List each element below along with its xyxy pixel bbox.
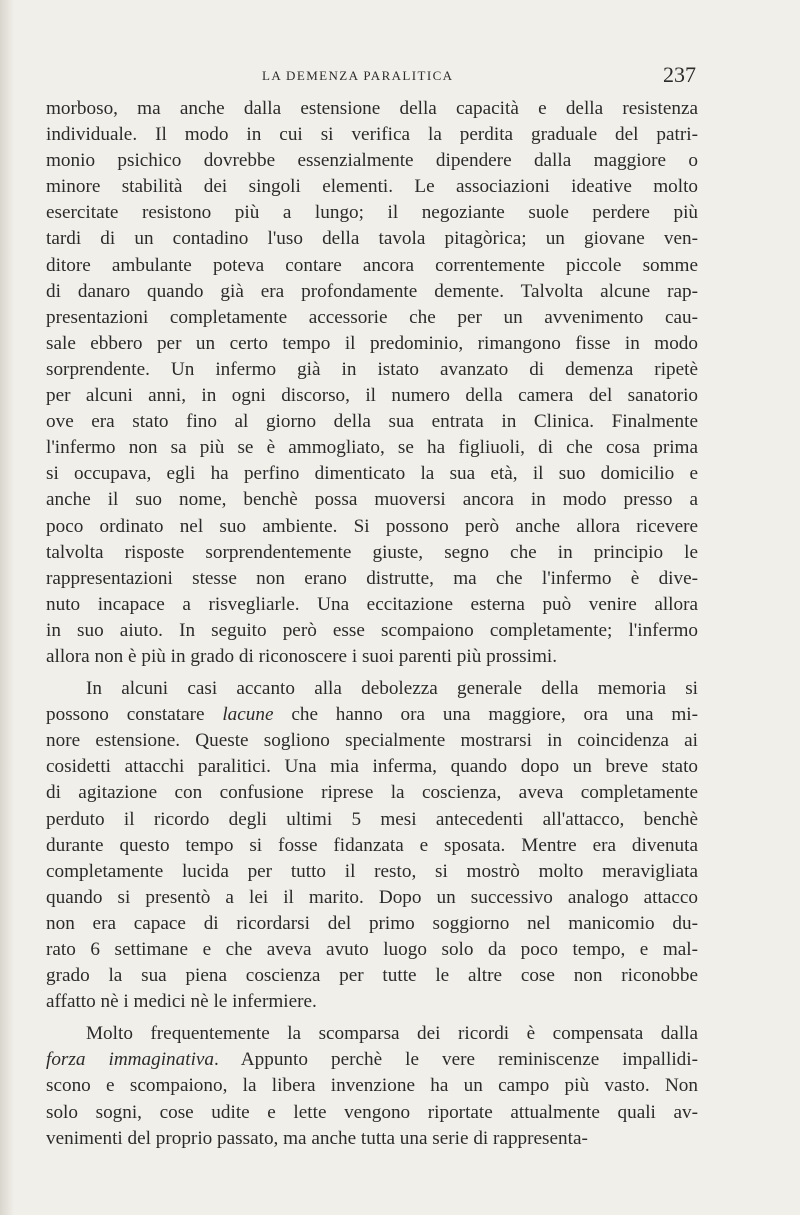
paragraph <box>46 96 698 670</box>
text-line: minore stabilità dei singoli elementi. Le associazioni ideative molto <box>46 176 698 198</box>
text-line: individuale. Il modo in cui si verifica la perdita graduale del patri- <box>46 124 698 146</box>
text-line: tardi di un contadino l'uso della tavola pitagòrica; un giovane ven- <box>46 228 698 250</box>
text-line: completamente lucida per tutto il resto, si mostrò molto meravigliata <box>46 860 698 882</box>
text-line: anche il suo nome, benchè possa muoversi ancora in modo presso a <box>46 489 698 511</box>
text-line: di agitazione con confusione riprese la coscienza, aveva completamente <box>46 782 698 804</box>
text-line: allora non è più in grado di riconoscere i suoi parenti più prossimi. <box>46 645 558 667</box>
running-header <box>46 62 696 92</box>
text-line: solo sogni, cose udite e lette vengono riportate attualmente quali av- <box>46 1101 698 1123</box>
text-line <box>46 702 698 728</box>
text-line: In alcuni casi accanto alla debolezza generale della memoria si <box>86 678 698 700</box>
text-segment: . Appunto perchè le vere reminiscenze impallidi- <box>214 1049 698 1071</box>
text-line: presentazioni completamente accessorie che per un avvenimento cau- <box>46 306 698 328</box>
gutter-shadow <box>0 0 14 1215</box>
text-line: grado la sua piena coscienza per tutte le altre cose non riconobbe <box>46 965 698 987</box>
text-line: di danaro quando già era profondamente demente. Talvolta alcune rap- <box>46 280 698 302</box>
text-line: esercitate resistono più a lungo; il negoziante suole perdere più <box>46 202 698 224</box>
text-line: durante questo tempo si fosse fidanzata e sposata. Mentre era divenuta <box>46 834 698 856</box>
text-line: Molto frequentemente la scomparsa dei ricordi è compensata dalla <box>86 1023 698 1045</box>
paragraph <box>46 1021 698 1151</box>
page-number: 237 <box>663 62 696 87</box>
text-line: per alcuni anni, in ogni discorso, il numero della camera del sanatorio <box>46 385 698 407</box>
text-line <box>46 1047 698 1073</box>
text-line: nore estensione. Queste sogliono specialmente mostrarsi in coincidenza ai <box>46 730 698 752</box>
text-line: morboso, ma anche dalla estensione della capacità e della resistenza <box>46 98 698 119</box>
running-title: LA DEMENZA PARALITICA <box>262 68 454 83</box>
text-line: sorprendente. Un infermo già in istato avanzato di demenza ripetè <box>46 358 698 380</box>
text-line: l'infermo non sa più se è ammogliato, se ha figliuoli, di che cosa prima <box>46 437 698 459</box>
text-segment: che hanno ora una maggiore, ora una mi- <box>273 704 698 726</box>
italic-term: forza immaginativa <box>46 1049 215 1071</box>
paragraph <box>46 676 698 1015</box>
body-text <box>46 96 698 1152</box>
text-line: scono e scompaiono, la libera invenzione ha un campo più vasto. Non <box>46 1075 698 1097</box>
text-line: rappresentazioni stesse non erano distrutte, ma che l'infermo è dive- <box>46 567 698 589</box>
italic-term: lacune <box>222 704 274 726</box>
text-line: in suo aiuto. In seguito però esse scompaiono completamente; l'infermo <box>46 619 698 641</box>
text-line: non era capace di ricordarsi del primo soggiorno nel manicomio du- <box>46 912 698 934</box>
text-line: quando si presentò a lei il marito. Dopo un successivo analogo attacco <box>46 886 698 908</box>
text-line: talvolta risposte sorprendentemente giuste, segno che in principio le <box>46 541 698 563</box>
text-line: perduto il ricordo degli ultimi 5 mesi antecedenti all'attacco, benchè <box>46 808 698 830</box>
text-line: ove era stato fino al giorno della sua entrata in Clinica. Finalmente <box>46 411 698 433</box>
text-line: cosidetti attacchi paralitici. Una mia inferma, quando dopo un breve stato <box>46 756 698 778</box>
text-line: sale ebbero per un certo tempo il predominio, rimangono fisse in modo <box>46 332 698 354</box>
text-line: monio psichico dovrebbe essenzialmente dipendere dalla maggiore o <box>46 150 698 172</box>
text-segment: possono constatare <box>46 704 223 726</box>
text-line: venimenti del proprio passato, ma anche tutta una serie di rappresenta- <box>46 1127 588 1149</box>
text-line: rato 6 settimane e che aveva avuto luogo solo da poco tempo, e mal- <box>46 939 698 960</box>
text-line: poco ordinato nel suo ambiente. Si possono però anche allora ricevere <box>46 515 698 537</box>
text-line: affatto nè i medici nè le infermiere. <box>46 991 317 1013</box>
text-line: ditore ambulante poteva contare ancora correntemente piccole somme <box>46 254 698 276</box>
text-line: si occupava, egli ha perfino dimenticato la sua età, il suo domicilio e <box>46 463 698 485</box>
text-line: nuto incapace a risvegliarle. Una eccitazione esterna può venire allora <box>46 593 698 615</box>
